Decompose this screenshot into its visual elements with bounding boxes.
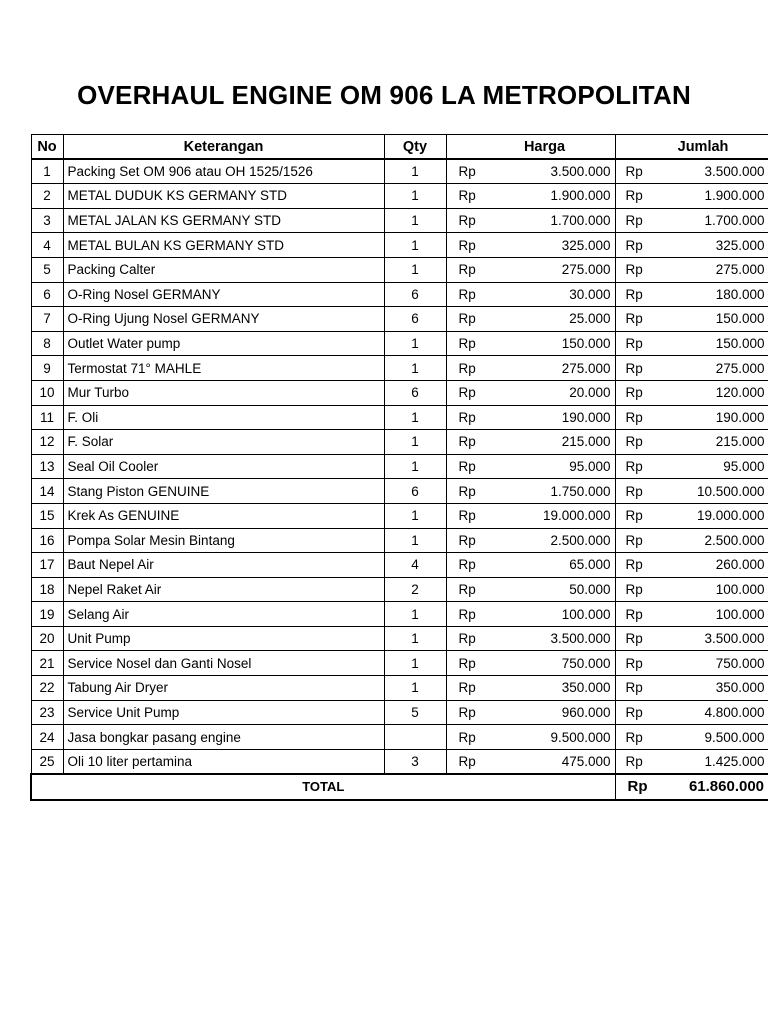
table-row <box>31 233 768 258</box>
row-no: 4 <box>31 233 63 258</box>
row-qty: 1 <box>384 331 446 356</box>
row-harga: 2.500.000 <box>496 528 615 553</box>
row-harga: 275.000 <box>496 257 615 282</box>
row-jumlah-currency: Rp <box>615 454 655 479</box>
table-row <box>31 257 768 282</box>
row-jumlah: 1.425.000 <box>655 749 768 774</box>
row-keterangan: Pompa Solar Mesin Bintang <box>63 528 384 553</box>
row-jumlah: 10.500.000 <box>655 479 768 504</box>
row-jumlah: 180.000 <box>655 282 768 307</box>
row-keterangan: METAL JALAN KS GERMANY STD <box>63 208 384 233</box>
row-qty: 6 <box>384 307 446 332</box>
row-jumlah: 19.000.000 <box>655 503 768 528</box>
total-value: 61.860.000 <box>655 774 768 800</box>
row-keterangan: Packing Set OM 906 atau OH 1525/1526 <box>63 159 384 184</box>
table-body <box>31 159 768 774</box>
table-row <box>31 700 768 725</box>
row-jumlah: 750.000 <box>655 651 768 676</box>
row-qty: 6 <box>384 479 446 504</box>
row-jumlah-currency: Rp <box>615 651 655 676</box>
row-jumlah-currency: Rp <box>615 233 655 258</box>
row-keterangan: METAL DUDUK KS GERMANY STD <box>63 184 384 209</box>
table-row <box>31 479 768 504</box>
row-keterangan: Service Unit Pump <box>63 700 384 725</box>
row-qty: 1 <box>384 208 446 233</box>
row-harga: 215.000 <box>496 430 615 455</box>
row-jumlah: 3.500.000 <box>655 626 768 651</box>
cost-table <box>30 134 768 801</box>
header-jumlah: Jumlah <box>615 135 768 160</box>
page-title: OVERHAUL ENGINE OM 906 LA METROPOLITAN <box>77 80 691 110</box>
header-harga: Harga <box>446 135 615 160</box>
row-keterangan: O-Ring Ujung Nosel GERMANY <box>63 307 384 332</box>
row-jumlah: 1.900.000 <box>655 184 768 209</box>
row-harga: 95.000 <box>496 454 615 479</box>
row-no: 17 <box>31 553 63 578</box>
row-keterangan: Baut Nepel Air <box>63 553 384 578</box>
row-qty: 1 <box>384 528 446 553</box>
row-harga: 750.000 <box>496 651 615 676</box>
table-row <box>31 602 768 627</box>
row-keterangan: Mur Turbo <box>63 380 384 405</box>
row-no: 19 <box>31 602 63 627</box>
row-qty: 1 <box>384 257 446 282</box>
row-keterangan: Oli 10 liter pertamina <box>63 749 384 774</box>
row-qty: 1 <box>384 651 446 676</box>
row-no: 25 <box>31 749 63 774</box>
row-harga: 3.500.000 <box>496 626 615 651</box>
table-row <box>31 430 768 455</box>
row-qty: 3 <box>384 749 446 774</box>
row-harga: 1.700.000 <box>496 208 615 233</box>
row-jumlah: 260.000 <box>655 553 768 578</box>
row-jumlah: 190.000 <box>655 405 768 430</box>
row-no: 16 <box>31 528 63 553</box>
row-harga: 3.500.000 <box>496 159 615 184</box>
row-qty: 2 <box>384 577 446 602</box>
row-jumlah-currency: Rp <box>615 749 655 774</box>
table-row <box>31 528 768 553</box>
row-jumlah: 100.000 <box>655 602 768 627</box>
row-jumlah-currency: Rp <box>615 503 655 528</box>
row-qty: 1 <box>384 184 446 209</box>
header-keterangan: Keterangan <box>63 135 384 160</box>
row-keterangan: Outlet Water pump <box>63 331 384 356</box>
table-row <box>31 282 768 307</box>
row-qty: 5 <box>384 700 446 725</box>
row-no: 5 <box>31 257 63 282</box>
header-row <box>31 135 768 160</box>
row-jumlah-currency: Rp <box>615 257 655 282</box>
row-jumlah: 2.500.000 <box>655 528 768 553</box>
row-jumlah: 3.500.000 <box>655 159 768 184</box>
row-jumlah-currency: Rp <box>615 479 655 504</box>
table-row <box>31 651 768 676</box>
row-jumlah: 95.000 <box>655 454 768 479</box>
row-harga: 100.000 <box>496 602 615 627</box>
row-jumlah-currency: Rp <box>615 577 655 602</box>
row-jumlah-currency: Rp <box>615 602 655 627</box>
row-jumlah: 1.700.000 <box>655 208 768 233</box>
row-harga-currency: Rp <box>446 184 496 209</box>
table-row <box>31 380 768 405</box>
row-no: 23 <box>31 700 63 725</box>
row-no: 13 <box>31 454 63 479</box>
row-harga-currency: Rp <box>446 282 496 307</box>
table-row <box>31 553 768 578</box>
row-jumlah-currency: Rp <box>615 282 655 307</box>
row-qty: 1 <box>384 676 446 701</box>
row-no: 18 <box>31 577 63 602</box>
row-keterangan: Nepel Raket Air <box>63 577 384 602</box>
row-harga-currency: Rp <box>446 626 496 651</box>
row-qty: 1 <box>384 503 446 528</box>
row-no: 3 <box>31 208 63 233</box>
row-harga-currency: Rp <box>446 430 496 455</box>
row-harga-currency: Rp <box>446 503 496 528</box>
row-no: 9 <box>31 356 63 381</box>
row-qty: 1 <box>384 626 446 651</box>
row-qty: 1 <box>384 159 446 184</box>
table-row <box>31 503 768 528</box>
row-jumlah: 150.000 <box>655 307 768 332</box>
row-keterangan: Termostat 71° MAHLE <box>63 356 384 381</box>
row-qty: 1 <box>384 356 446 381</box>
row-keterangan: METAL BULAN KS GERMANY STD <box>63 233 384 258</box>
row-harga-currency: Rp <box>446 159 496 184</box>
row-qty: 1 <box>384 602 446 627</box>
row-keterangan: F. Oli <box>63 405 384 430</box>
table-row <box>31 208 768 233</box>
row-jumlah-currency: Rp <box>615 159 655 184</box>
row-harga-currency: Rp <box>446 676 496 701</box>
row-harga: 275.000 <box>496 356 615 381</box>
row-no: 8 <box>31 331 63 356</box>
row-qty: 1 <box>384 405 446 430</box>
row-jumlah: 100.000 <box>655 577 768 602</box>
table-row <box>31 307 768 332</box>
row-harga: 475.000 <box>496 749 615 774</box>
row-harga-currency: Rp <box>446 700 496 725</box>
row-harga: 960.000 <box>496 700 615 725</box>
row-keterangan: Stang Piston GENUINE <box>63 479 384 504</box>
row-qty: 6 <box>384 380 446 405</box>
row-jumlah-currency: Rp <box>615 700 655 725</box>
row-harga: 350.000 <box>496 676 615 701</box>
row-jumlah: 215.000 <box>655 430 768 455</box>
table-row <box>31 454 768 479</box>
row-harga-currency: Rp <box>446 208 496 233</box>
row-harga-currency: Rp <box>446 380 496 405</box>
row-no: 14 <box>31 479 63 504</box>
row-jumlah-currency: Rp <box>615 725 655 750</box>
header-no: No <box>31 135 63 160</box>
table-row <box>31 356 768 381</box>
row-harga-currency: Rp <box>446 479 496 504</box>
row-jumlah-currency: Rp <box>615 356 655 381</box>
row-harga-currency: Rp <box>446 651 496 676</box>
row-harga: 325.000 <box>496 233 615 258</box>
row-no: 2 <box>31 184 63 209</box>
total-currency: Rp <box>615 774 655 800</box>
row-no: 24 <box>31 725 63 750</box>
row-harga-currency: Rp <box>446 331 496 356</box>
row-harga-currency: Rp <box>446 553 496 578</box>
row-keterangan: Tabung Air Dryer <box>63 676 384 701</box>
row-harga-currency: Rp <box>446 405 496 430</box>
row-harga-currency: Rp <box>446 577 496 602</box>
row-no: 7 <box>31 307 63 332</box>
row-harga: 65.000 <box>496 553 615 578</box>
row-keterangan: Jasa bongkar pasang engine <box>63 725 384 750</box>
row-jumlah: 9.500.000 <box>655 725 768 750</box>
row-harga: 1.900.000 <box>496 184 615 209</box>
row-harga: 20.000 <box>496 380 615 405</box>
row-keterangan: Selang Air <box>63 602 384 627</box>
row-jumlah-currency: Rp <box>615 676 655 701</box>
row-qty: 1 <box>384 454 446 479</box>
row-keterangan: Packing Calter <box>63 257 384 282</box>
row-harga-currency: Rp <box>446 725 496 750</box>
row-harga-currency: Rp <box>446 233 496 258</box>
header-qty: Qty <box>384 135 446 160</box>
row-harga: 25.000 <box>496 307 615 332</box>
row-jumlah-currency: Rp <box>615 626 655 651</box>
row-jumlah-currency: Rp <box>615 380 655 405</box>
row-harga-currency: Rp <box>446 356 496 381</box>
row-no: 6 <box>31 282 63 307</box>
row-keterangan: Unit Pump <box>63 626 384 651</box>
row-harga: 50.000 <box>496 577 615 602</box>
row-harga: 9.500.000 <box>496 725 615 750</box>
table-row <box>31 331 768 356</box>
row-harga: 1.750.000 <box>496 479 615 504</box>
row-no: 11 <box>31 405 63 430</box>
row-harga-currency: Rp <box>446 749 496 774</box>
row-keterangan: Service Nosel dan Ganti Nosel <box>63 651 384 676</box>
row-qty: 4 <box>384 553 446 578</box>
table-row <box>31 626 768 651</box>
row-no: 1 <box>31 159 63 184</box>
row-jumlah-currency: Rp <box>615 307 655 332</box>
total-label: TOTAL <box>31 774 615 800</box>
table-row <box>31 159 768 184</box>
table-row <box>31 577 768 602</box>
row-jumlah: 275.000 <box>655 356 768 381</box>
row-jumlah: 275.000 <box>655 257 768 282</box>
row-keterangan: O-Ring Nosel GERMANY <box>63 282 384 307</box>
row-no: 10 <box>31 380 63 405</box>
row-no: 20 <box>31 626 63 651</box>
row-jumlah: 350.000 <box>655 676 768 701</box>
row-jumlah-currency: Rp <box>615 528 655 553</box>
row-jumlah: 4.800.000 <box>655 700 768 725</box>
row-keterangan: F. Solar <box>63 430 384 455</box>
row-harga: 150.000 <box>496 331 615 356</box>
row-no: 21 <box>31 651 63 676</box>
row-harga-currency: Rp <box>446 454 496 479</box>
row-qty: 1 <box>384 430 446 455</box>
row-keterangan: Krek As GENUINE <box>63 503 384 528</box>
row-harga-currency: Rp <box>446 307 496 332</box>
row-qty: 6 <box>384 282 446 307</box>
row-jumlah: 325.000 <box>655 233 768 258</box>
table-row <box>31 405 768 430</box>
row-keterangan: Seal Oil Cooler <box>63 454 384 479</box>
row-jumlah: 150.000 <box>655 331 768 356</box>
table-row <box>31 725 768 750</box>
table-row <box>31 184 768 209</box>
row-harga-currency: Rp <box>446 528 496 553</box>
row-jumlah-currency: Rp <box>615 184 655 209</box>
table-row <box>31 676 768 701</box>
row-harga-currency: Rp <box>446 257 496 282</box>
total-row <box>31 774 768 800</box>
row-jumlah-currency: Rp <box>615 331 655 356</box>
table-row <box>31 749 768 774</box>
row-harga: 30.000 <box>496 282 615 307</box>
row-jumlah-currency: Rp <box>615 430 655 455</box>
row-qty <box>384 725 446 750</box>
row-harga-currency: Rp <box>446 602 496 627</box>
row-jumlah: 120.000 <box>655 380 768 405</box>
row-harga: 190.000 <box>496 405 615 430</box>
row-no: 12 <box>31 430 63 455</box>
row-harga: 19.000.000 <box>496 503 615 528</box>
row-jumlah-currency: Rp <box>615 208 655 233</box>
row-jumlah-currency: Rp <box>615 553 655 578</box>
row-jumlah-currency: Rp <box>615 405 655 430</box>
row-no: 22 <box>31 676 63 701</box>
row-qty: 1 <box>384 233 446 258</box>
row-no: 15 <box>31 503 63 528</box>
